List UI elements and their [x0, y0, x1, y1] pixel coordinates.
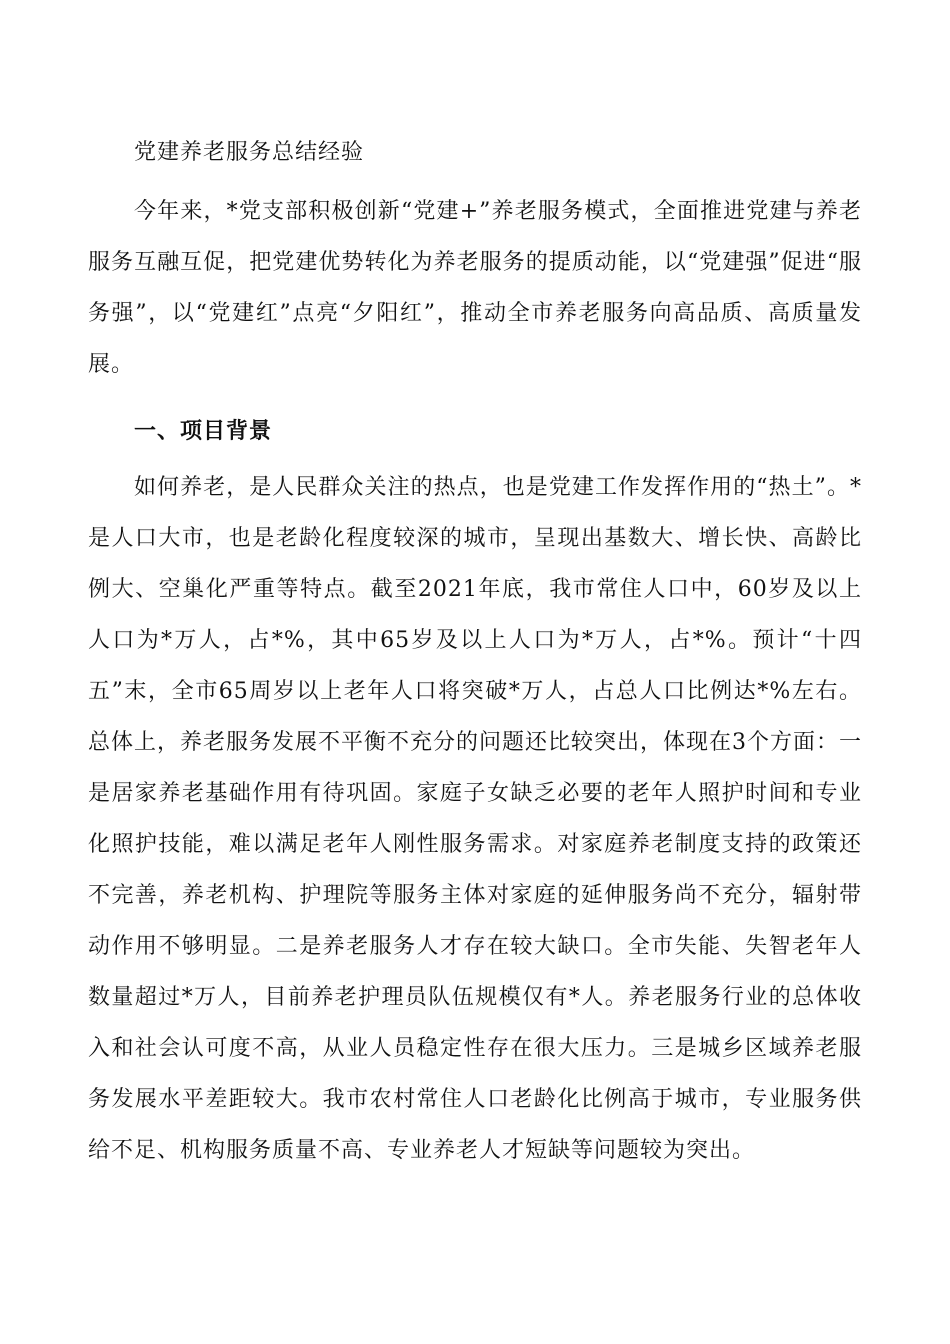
section-heading-background: 一、项目背景 [134, 419, 273, 444]
background-paragraph: 如何养老，是人民群众关注的热点，也是党建工作发挥作用的“热土”。*是人口大市，也是老龄化程度较深的城市，呈现出基数大、增长快、高龄比例大、空巢化严重等特点。截至2021年底，我市常住人口中，60岁及以上人口为*万人，占*%，其中65岁及以上人口为*万人，占*%。预计“十四五”末，全市65周岁以上老年人口将突破*万人，占总人口比例达*%左右。总体上，养老服务发展不平衡不充分的问题还比较突出，体现在3个方面：一是居家养老基础作用有待巩固。家庭子女缺乏必要的老年人照护时间和专业化照护技能，难以满足老年人刚性服务需求。对家庭养老制度支持的政策还不完善，养老机构、护理院等服务主体对家庭的延伸服务尚不充分，辐射带动作用不够明显。二是养老服务人才存在较大缺口。全市失能、失智老年人数量超过*万人，目前养老护理员队伍规模仅有*人。养老服务行业的总体收入和社会认可度不高，从业人员稳定性存在很大压力。三是城乡区域养老服务发展水平差距较大。我市农村常住人口老龄化比例高于城市，专业服务供给不足、机构服务质量不高、专业养老人才短缺等问题较为突出。 [88, 475, 862, 1163]
intro-paragraph: 今年来，*党支部积极创新“党建+”养老服务模式，全面推进党建与养老服务互融互促，把党建优势转化为养老服务的提质动能，以“党建强”促进“服务强”，以“党建红”点亮“夕阳红”，推动全市养老服务向高品质、高质量发展。 [88, 199, 862, 377]
document-content [88, 128, 862, 1176]
paragraph-spacer [88, 390, 862, 398]
document-title: 党建养老服务总结经验 [134, 140, 365, 165]
